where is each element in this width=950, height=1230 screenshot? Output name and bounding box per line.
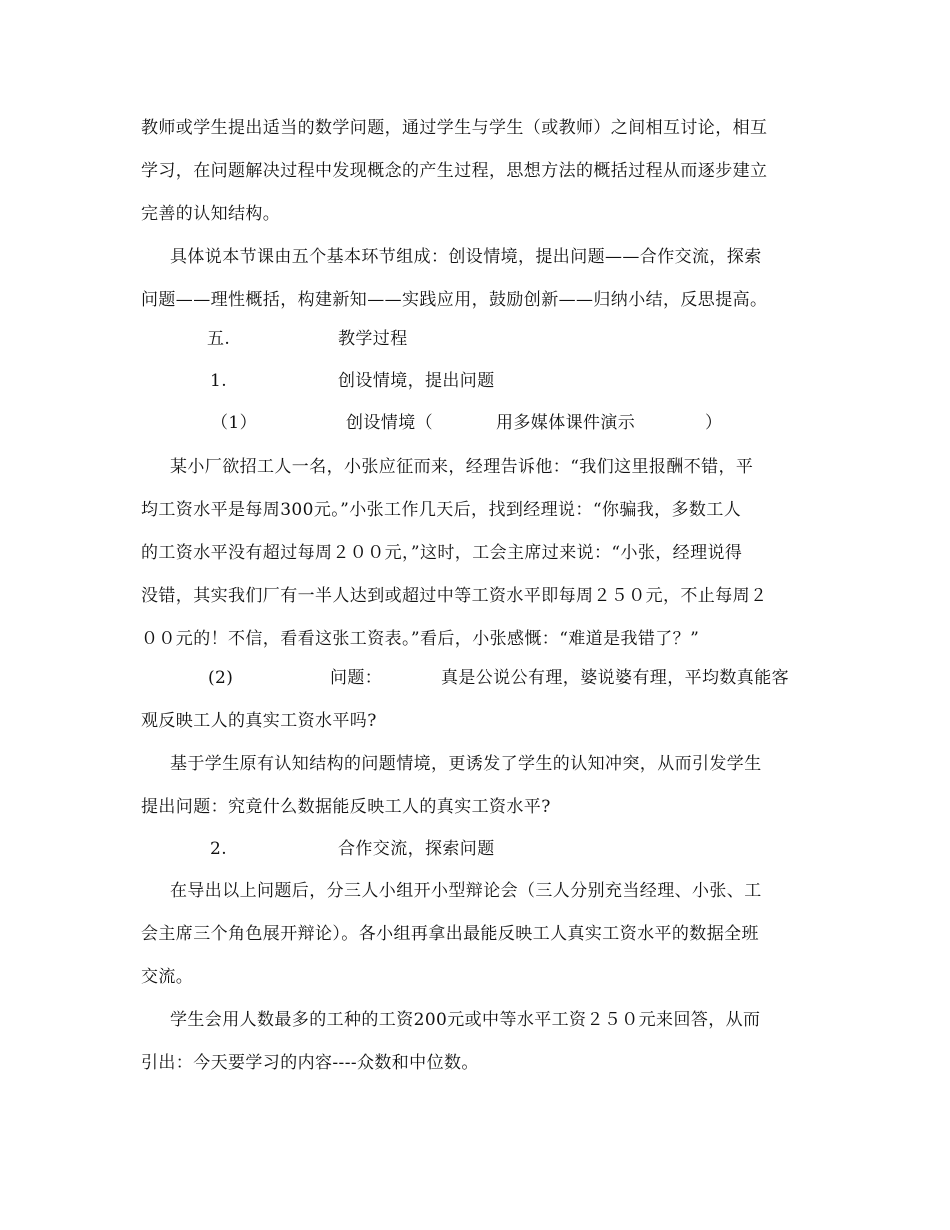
paragraph-1-line-1: 教师或学生提出适当的数学问题，通过学生与学生（或教师）之间相互讨论，相互 bbox=[141, 118, 768, 138]
paragraph-1-line-3: 完善的认知结构。 bbox=[141, 204, 281, 224]
heading-1-title: 创设情境，提出问题 bbox=[338, 371, 495, 391]
heading-2-title: 合作交流，探索问题 bbox=[338, 839, 495, 859]
heading-2-number: 2. bbox=[210, 839, 228, 859]
paragraph-3-line-5: ００元的！不信，看看这张工资表。”看后，小张感慨：“难道是我错了？” bbox=[141, 629, 700, 649]
paragraph-3-line-3: 的工资水平没有超过每周２００元，”这时，工会主席过来说：“小张，经理说得 bbox=[141, 543, 743, 563]
paragraph-3-line-2: 均工资水平是每周300元。”小张工作几天后，找到经理说：“你骗我，多数工人 bbox=[141, 500, 742, 520]
subheading-1-text-b: 用多媒体课件演示 bbox=[496, 413, 636, 433]
paragraph-4-line-2: 提出问题：究竟什么数据能反映工人的真实工资水平? bbox=[141, 797, 551, 817]
subheading-2-text: 真是公说公有理，婆说婆有理，平均数真能客 bbox=[441, 668, 789, 688]
subheading-1-number: （1） bbox=[211, 413, 258, 433]
paragraph-5-line-3: 交流。 bbox=[141, 967, 194, 987]
paragraph-3-line-4: 没错，其实我们厂有一半人达到或超过中等工资水平即每周２５０元，不止每周２ bbox=[141, 586, 768, 606]
subheading-2-number: (2) bbox=[208, 668, 234, 688]
paragraph-2-line-1: 具体说本节课由五个基本环节组成：创设情境，提出问题——合作交流，探索 bbox=[170, 247, 762, 267]
heading-5-number: 五. bbox=[207, 329, 231, 349]
heading-5-title: 教学过程 bbox=[338, 329, 408, 349]
paragraph-4-line-1: 基于学生原有认知结构的问题情境，更诱发了学生的认知冲突，从而引发学生 bbox=[170, 754, 762, 774]
paragraph-5-line-1: 在导出以上问题后，分三人小组开小型辩论会（三人分别充当经理、小张、工 bbox=[170, 881, 762, 901]
subheading-2-label: 问题： bbox=[330, 668, 383, 688]
subheading-1-text-c: ） bbox=[705, 413, 723, 433]
subheading-1-text-a: 创设情境（ bbox=[346, 413, 433, 433]
paragraph-2-line-2: 问题——理性概括，构建新知——实践应用，鼓励创新——归纳小结，反思提高。 bbox=[141, 290, 768, 310]
paragraph-3-line-1: 某小厂欲招工人一名，小张应征而来，经理告诉他：“我们这里报酬不错，平 bbox=[170, 457, 754, 477]
heading-1-number: 1. bbox=[210, 371, 228, 391]
paragraph-5-line-2: 会主席三个角色展开辩论）。各小组再拿出最能反映工人真实工资水平的数据全班 bbox=[141, 924, 759, 944]
paragraph-1-line-2: 学习，在问题解决过程中发现概念的产生过程，思想方法的概括过程从而逐步建立 bbox=[141, 161, 768, 181]
paragraph-6-line-1: 学生会用人数最多的工种的工资200元或中等水平工资２５０元来回答，从而 bbox=[170, 1010, 761, 1030]
subheading-2-line-2: 观反映工人的真实工资水平吗? bbox=[141, 711, 377, 731]
paragraph-6-line-2: 引出：今天要学习的内容----众数和中位数。 bbox=[141, 1053, 479, 1073]
